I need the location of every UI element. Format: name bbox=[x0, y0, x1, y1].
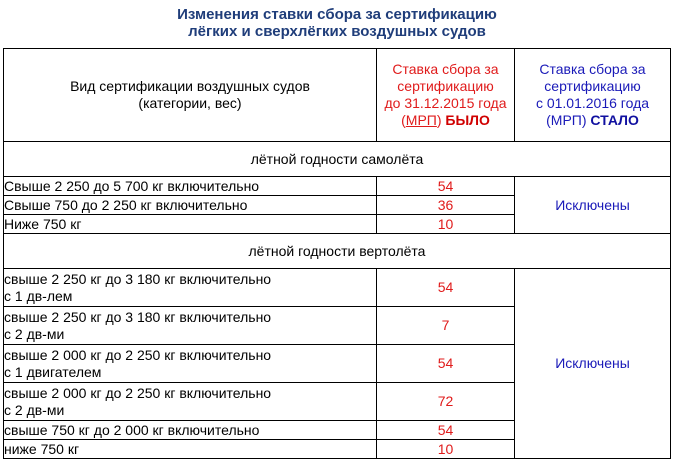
section-new-value-helicopter: Исключены bbox=[515, 269, 671, 459]
row-old-value: 72 bbox=[377, 383, 515, 421]
row-description bbox=[4, 269, 377, 307]
row-description-line-1: свыше 2 250 кг до 3 180 кг включительно bbox=[4, 308, 272, 325]
row-old-value: 10 bbox=[377, 440, 515, 459]
title-line-1: Изменения ставки сбора за сертификацию bbox=[177, 6, 497, 23]
header-type-line-1: Вид сертификации воздушных судов bbox=[70, 78, 310, 94]
title-line-2: лёгких и сверхлёгких воздушных судов bbox=[188, 23, 486, 40]
header-old-line-3: до 31.12.2015 года bbox=[384, 95, 507, 111]
header-row bbox=[4, 49, 671, 142]
row-description: Свыше 750 до 2 250 кг включительно bbox=[4, 196, 377, 215]
row-description-line-2: с 1 двигателем bbox=[4, 363, 102, 380]
row-old-value: 54 bbox=[377, 177, 515, 196]
row-description: Свыше 2 250 до 5 700 кг включительно bbox=[4, 177, 377, 196]
table-row bbox=[4, 269, 671, 307]
header-old-rate-cell bbox=[377, 49, 515, 142]
table-row bbox=[4, 177, 671, 196]
row-description: свыше 750 кг до 2 000 кг включительно bbox=[4, 421, 377, 440]
header-new-line-1: Ставка сбора за bbox=[539, 61, 646, 77]
section-title-helicopter: лётной годности вертолёта bbox=[4, 234, 671, 269]
header-new-line-4 bbox=[515, 112, 670, 129]
row-description-line-2: с 2 дв-ми bbox=[4, 401, 65, 418]
header-new-unit: (МРП) bbox=[546, 112, 587, 128]
header-type-cell bbox=[4, 49, 377, 142]
row-description-line-2: с 2 дв-ми bbox=[4, 325, 65, 342]
section-row-airplane bbox=[4, 142, 671, 177]
header-old-line-4: (МРП) БЫЛО bbox=[401, 112, 490, 128]
rates-table bbox=[3, 48, 671, 459]
row-old-value: 10 bbox=[377, 215, 515, 234]
section-title-airplane: лётной годности самолёта bbox=[4, 142, 671, 177]
row-old-value: 54 bbox=[377, 345, 515, 383]
section-new-value-airplane: Исключены bbox=[515, 177, 671, 234]
row-old-value: 36 bbox=[377, 196, 515, 215]
row-description bbox=[4, 307, 377, 345]
header-old-unit: МРП bbox=[405, 112, 437, 128]
row-description-line-1: свыше 2 250 кг до 3 180 кг включительно bbox=[4, 270, 272, 287]
row-description bbox=[4, 383, 377, 421]
row-old-value: 54 bbox=[377, 269, 515, 307]
section-row-helicopter bbox=[4, 234, 671, 269]
row-old-value: 54 bbox=[377, 421, 515, 440]
row-old-value: 7 bbox=[377, 307, 515, 345]
row-description: ниже 750 кг bbox=[4, 440, 377, 459]
header-new-line-3: с 01.01.2016 года bbox=[535, 95, 650, 111]
header-old-line-2: сертификацию bbox=[397, 78, 494, 94]
header-new-flag: СТАЛО bbox=[590, 112, 639, 128]
header-new-line-2: сертификацию bbox=[544, 78, 641, 94]
header-old-flag: БЫЛО bbox=[445, 112, 490, 128]
row-description: Ниже 750 кг bbox=[4, 215, 377, 234]
row-description bbox=[4, 345, 377, 383]
header-new-rate-cell bbox=[515, 49, 671, 142]
row-description-line-2: с 1 дв-лем bbox=[4, 287, 73, 304]
row-description-line-1: свыше 2 000 кг до 2 250 кг включительно bbox=[4, 346, 272, 363]
header-old-line-1: Ставка сбора за bbox=[392, 61, 499, 77]
row-description-line-1: свыше 2 000 кг до 2 250 кг включительно bbox=[4, 384, 272, 401]
document-title bbox=[0, 6, 674, 40]
header-type-line-2: (категории, вес) bbox=[138, 95, 242, 111]
